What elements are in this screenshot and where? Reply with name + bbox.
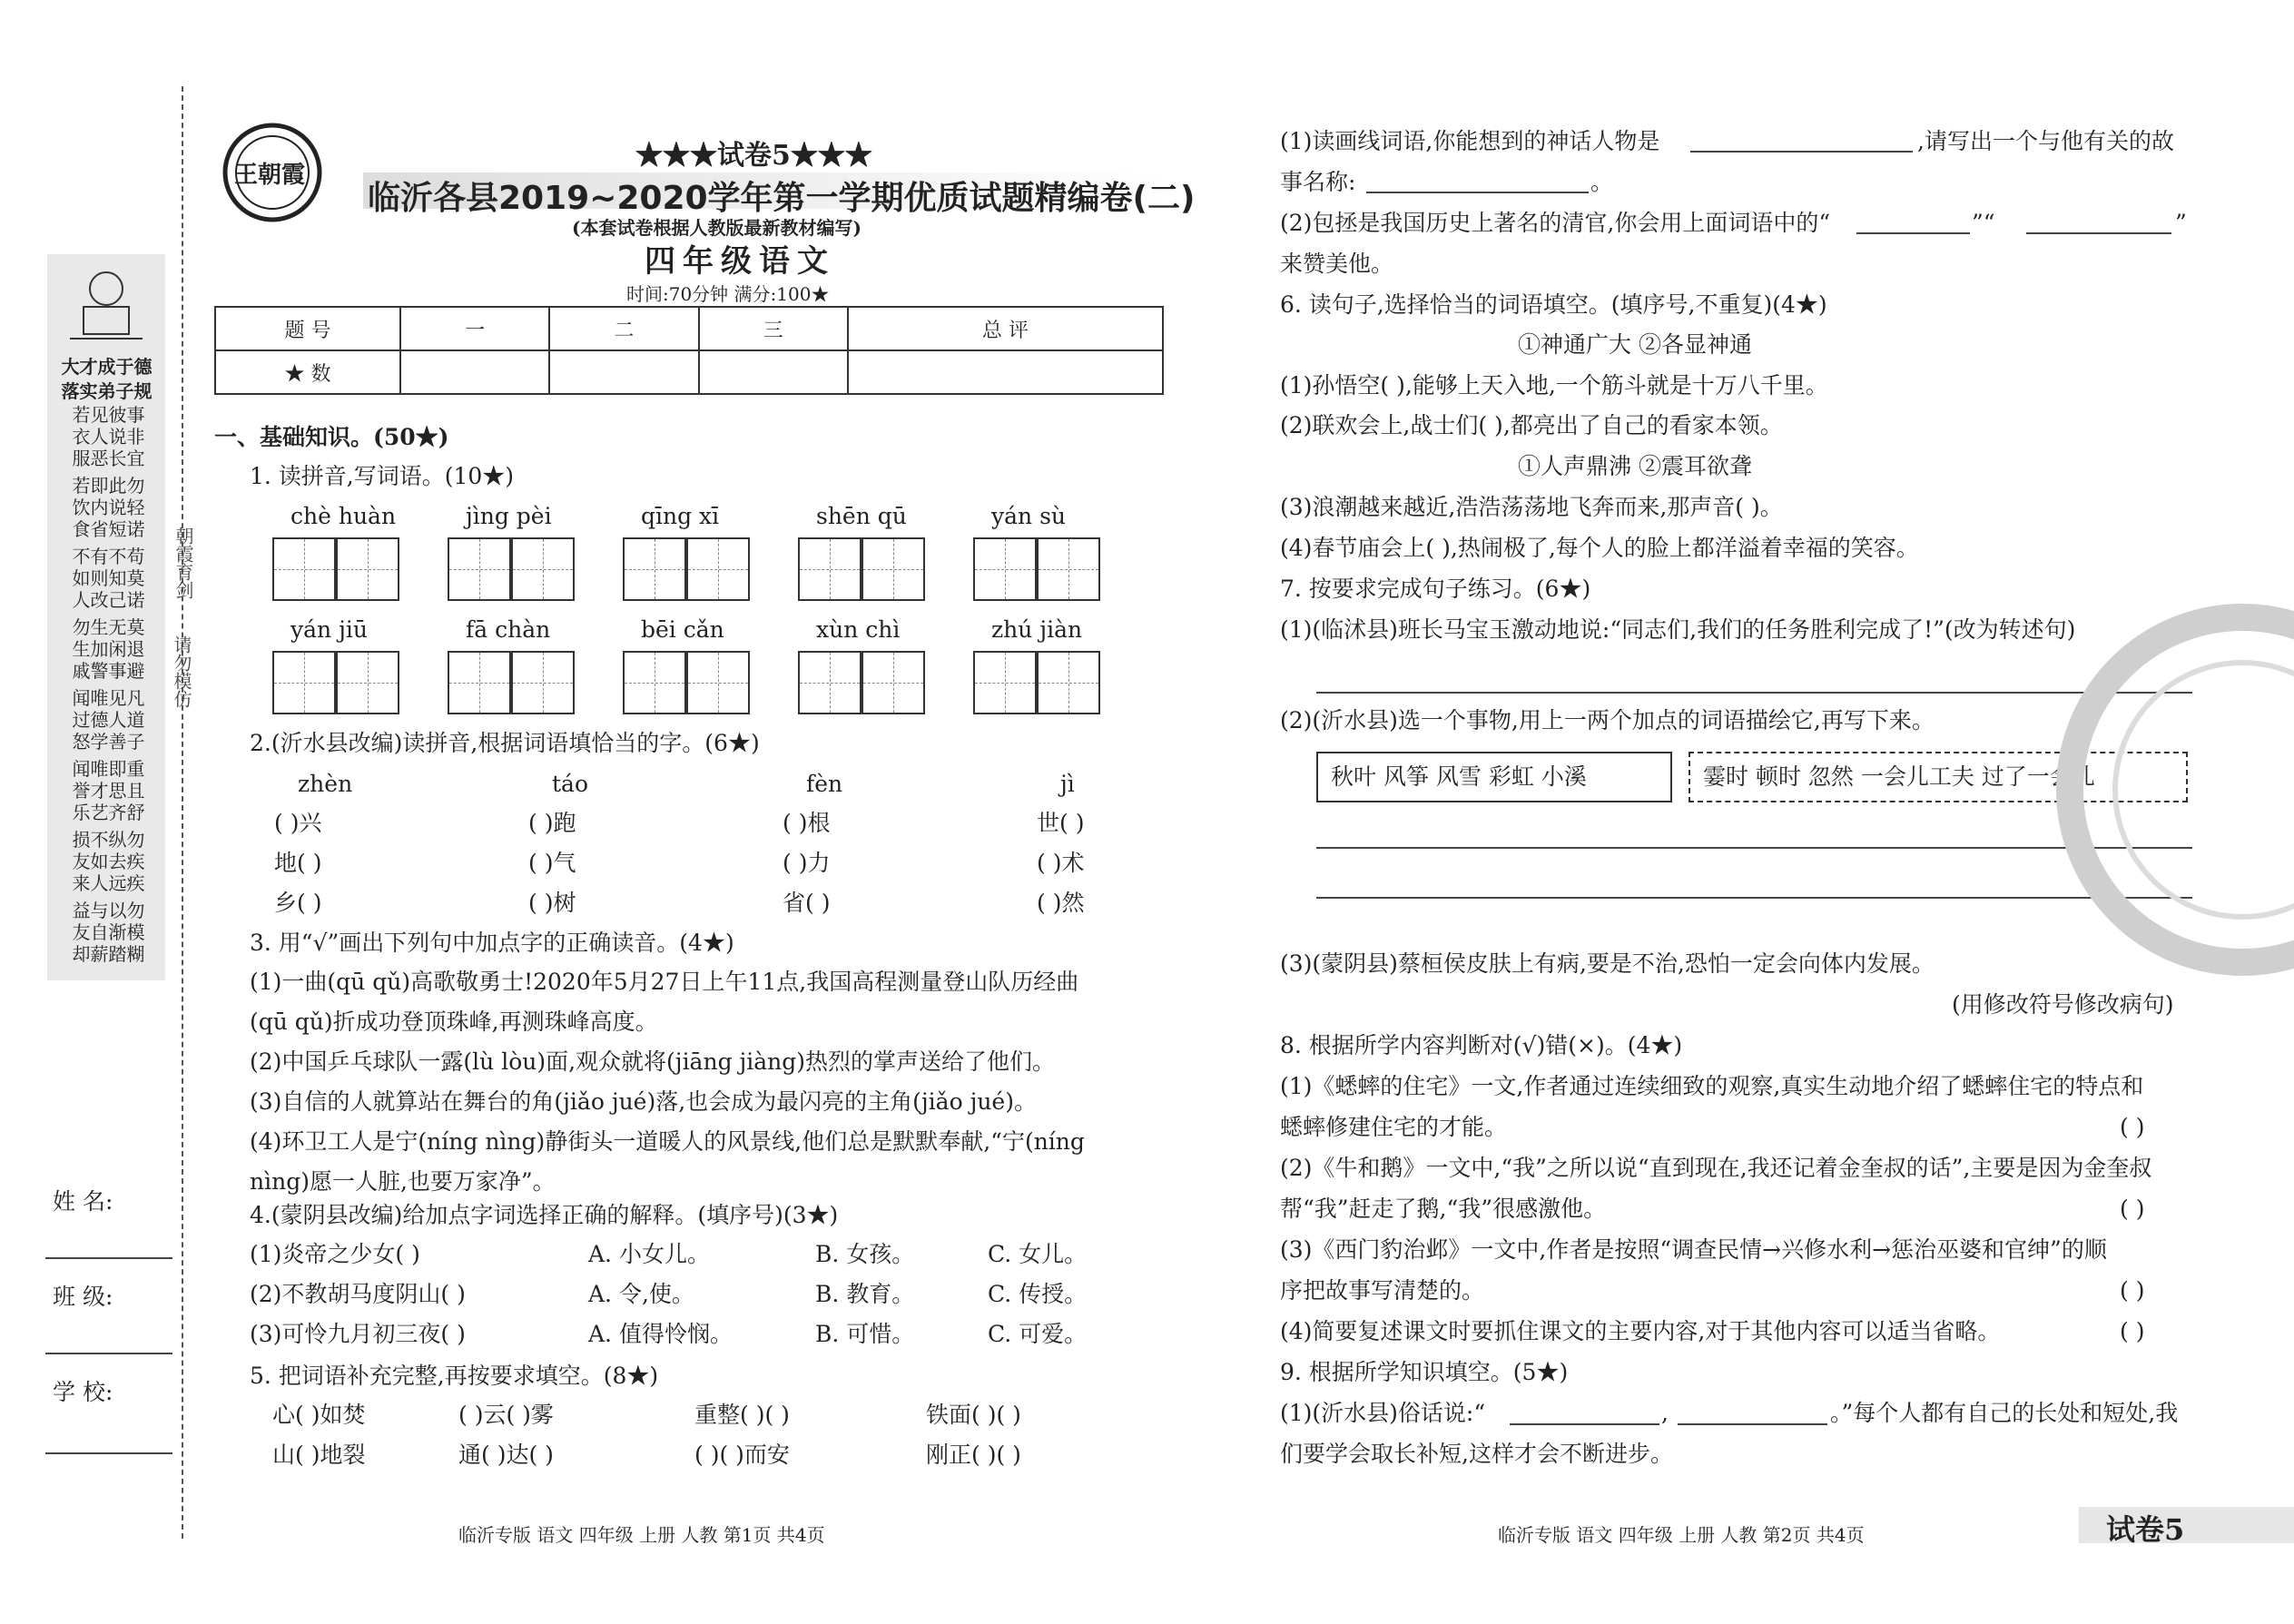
name-label: 姓 名: <box>53 1188 113 1215</box>
q5-title: 5. 把词语补充完整,再按要求填空。(8★) <box>250 1363 659 1389</box>
r-line-4: 来赞美他。 <box>1280 251 1394 277</box>
score-cell[interactable] <box>848 350 1163 394</box>
q2-blank[interactable]: 乡( ) <box>274 890 322 916</box>
q2-title: 2.(沂水县改编)读拼音,根据词语填恰当的字。(6★) <box>250 730 760 756</box>
idiom-blank[interactable]: 铁面( )( ) <box>926 1402 1021 1428</box>
q6-options-1: ①神通广大 ②各显神通 <box>1518 331 1752 358</box>
q2-blank[interactable]: ( )树 <box>528 890 576 916</box>
rule-line: 衣人说非 <box>72 426 145 448</box>
seal-text-2: 请勿模仿 <box>171 635 192 708</box>
footer-tag: 试卷5 <box>2106 1512 2185 1547</box>
subtitle: (本套试卷根据人教版最新教材编写) <box>572 217 861 239</box>
rule-line: 友如去疾 <box>72 851 145 872</box>
q9-line-1a: (1)(沂水县)俗话说:“ <box>1280 1400 1486 1426</box>
q3-line: nìng)愿一人脏,也要万家净”。 <box>250 1168 556 1195</box>
writing-box[interactable] <box>686 651 750 714</box>
q2-pinyin: fèn <box>806 771 843 797</box>
r-line-3b: ”“ <box>1972 210 1995 236</box>
rule-line: 生加闲退 <box>72 638 145 660</box>
q9-line-2: 们要学会取长补短,这样才会不断进步。 <box>1280 1441 1673 1467</box>
q8-title: 8. 根据所学内容判断对(√)错(×)。(4★) <box>1280 1032 1683 1058</box>
rule-line: 如则知莫 <box>72 567 145 589</box>
writing-box[interactable] <box>448 537 511 601</box>
judge-paren[interactable]: ( ) <box>2120 1318 2145 1344</box>
writing-box[interactable] <box>686 537 750 601</box>
q2-pinyin: zhèn <box>298 771 353 797</box>
q2-blank[interactable]: ( )力 <box>783 850 831 876</box>
pinyin-label: shēn qū <box>816 503 907 529</box>
name-field[interactable] <box>45 1257 172 1259</box>
q4-item: (2)不教胡马度阴山( ) <box>250 1281 466 1307</box>
writing-box[interactable] <box>861 537 925 601</box>
q8-line: 蟋蟀修建住宅的才能。 <box>1280 1114 1508 1140</box>
q4-option[interactable]: A. 令,使。 <box>588 1281 694 1307</box>
q9-line-1c: 。”每个人都有自己的长处和短处,我 <box>1830 1400 2179 1426</box>
r-line-3a: (2)包拯是我国历史上著名的清官,你会用上面词语中的“ <box>1280 210 1831 236</box>
writing-box[interactable] <box>798 651 861 714</box>
judge-paren[interactable]: ( ) <box>2120 1114 2145 1140</box>
q9-line-1b: , <box>1661 1400 1669 1426</box>
q6-options-2: ①人声鼎沸 ②震耳欲聋 <box>1518 453 1752 479</box>
q3-line: (2)中国乒乓球队一露(lù lòu)面,观众就将(jiāng jiàng)热烈的掌声送给了他们。 <box>250 1048 1056 1075</box>
time-score: 时间:70分钟 满分:100★ <box>626 283 830 305</box>
score-cell[interactable] <box>549 350 698 394</box>
writing-box[interactable] <box>861 651 925 714</box>
q6-title: 6. 读句子,选择恰当的词语填空。(填序号,不重复)(4★) <box>1280 291 1827 318</box>
writing-box[interactable] <box>511 537 575 601</box>
writing-box[interactable] <box>973 651 1037 714</box>
q2-blank[interactable]: ( )气 <box>528 850 576 876</box>
writing-box[interactable] <box>973 537 1037 601</box>
score-header: 二 <box>549 307 698 350</box>
q3-line: (qū qǔ)折成功登顶珠峰,再测珠峰高度。 <box>250 1009 658 1035</box>
q2-blank[interactable]: 地( ) <box>274 850 322 876</box>
proverb-blank-2[interactable] <box>1678 1423 1827 1425</box>
q4-option[interactable]: C. 传授。 <box>988 1281 1088 1307</box>
idiom-blank[interactable]: 重整( )( ) <box>694 1402 790 1428</box>
rule-line: 友自渐模 <box>72 921 145 943</box>
judge-paren[interactable]: ( ) <box>2120 1196 2145 1222</box>
q1-title: 1. 读拼音,写词语。(10★) <box>250 463 515 489</box>
pinyin-label: yán sù <box>991 503 1067 529</box>
rule-line: 食省短诺 <box>72 518 145 540</box>
score-table <box>214 306 1164 395</box>
score-cell[interactable] <box>699 350 848 394</box>
q8-line: 序把故事写清楚的。 <box>1280 1277 1485 1304</box>
rule-line: 益与以勿 <box>72 900 145 921</box>
rule-line: 损不纵勿 <box>72 829 145 851</box>
grade-subject: 四年级语文 <box>645 243 835 280</box>
q2-pinyin: táo <box>552 771 589 797</box>
idiom-blank[interactable]: 通( )达( ) <box>458 1442 554 1468</box>
binding-cut-line <box>182 86 183 1539</box>
idiom-blank[interactable]: 山( )地裂 <box>272 1442 366 1468</box>
q4-option[interactable]: C. 女儿。 <box>988 1241 1088 1267</box>
pinyin-label: fā chàn <box>466 616 551 643</box>
rule-line: 怒学善子 <box>72 731 145 753</box>
score-header: 题 号 <box>215 307 400 350</box>
r-line-1a: (1)读画线词语,你能想到的神话人物是 <box>1280 128 1660 154</box>
class-label: 班 级: <box>53 1284 113 1310</box>
pinyin-label: zhú jiàn <box>991 616 1083 643</box>
rule-line: 若即此勿 <box>72 475 145 497</box>
q2-pinyin: jì <box>1060 771 1075 797</box>
q6-line-1: (1)孙悟空( ),能够上天入地,一个筋斗就是十万八千里。 <box>1280 372 1828 399</box>
r-line-1b: ,请写出一个与他有关的故 <box>1917 128 2174 154</box>
q8-line: (4)简要复述课文时要抓住课文的主要内容,对于其他内容可以适当省略。 <box>1280 1318 2001 1344</box>
q4-item: (3)可怜九月初三夜( ) <box>250 1321 466 1347</box>
score-label: ★ 数 <box>215 350 400 394</box>
story-name-blank[interactable] <box>1366 192 1589 193</box>
q4-option[interactable]: A. 值得怜悯。 <box>588 1321 733 1347</box>
r-line-3c: ” <box>2175 210 2187 236</box>
q7-part-3-note: (用修改符号修改病句) <box>1952 991 2174 1018</box>
r-line-2b: 。 <box>1590 169 1614 195</box>
word-blank-1[interactable] <box>1856 232 1970 234</box>
rule-line: 人改己诺 <box>72 589 145 611</box>
pinyin-label: jìng pèi <box>466 503 552 529</box>
rule-line: 闻唯见凡 <box>72 687 145 709</box>
rule-line: 却薪踏糊 <box>72 943 145 965</box>
rules-text <box>56 404 161 970</box>
writing-box[interactable] <box>272 651 336 714</box>
rule-line: 服恶长宜 <box>72 448 145 469</box>
q7-word-box-text: 秋叶 风筝 风雪 彩虹 小溪 <box>1331 763 1587 790</box>
q4-title: 4.(蒙阴县改编)给加点字词选择正确的解释。(填序号)(3★) <box>250 1202 839 1228</box>
rule-line: 若见彼事 <box>72 404 145 426</box>
pinyin-label: yán jiū <box>290 616 368 643</box>
writing-box[interactable] <box>336 537 399 601</box>
school-field[interactable] <box>45 1452 172 1454</box>
score-header: 三 <box>699 307 848 350</box>
q8-line: 帮“我”赶走了鹅,“我”很感激他。 <box>1280 1196 1607 1222</box>
watermark-seal <box>2015 599 2294 980</box>
q6-line-2: (2)联欢会上,战士们( ),都亮出了自己的看家本领。 <box>1280 412 1783 438</box>
footer-right: 临沂专版 语文 四年级 上册 人教 第2页 共4页 <box>1498 1524 1865 1546</box>
writing-box[interactable] <box>272 537 336 601</box>
q4-option[interactable]: A. 小女儿。 <box>588 1241 710 1267</box>
writing-box[interactable] <box>623 651 686 714</box>
rule-line: 誉才思且 <box>72 780 145 802</box>
section1-heading: 一、基础知识。(50★) <box>214 424 449 450</box>
rule-line: 来人远疾 <box>72 872 145 894</box>
q2-blank[interactable]: ( )然 <box>1037 890 1085 916</box>
q4-option[interactable]: B. 教育。 <box>815 1281 915 1307</box>
rule-line: 勿生无莫 <box>72 616 145 638</box>
q3-line: (1)一曲(qū qǔ)高歌敬勇士!2020年5月27日上午11点,我国高程测量登山队历经曲 <box>250 969 1079 995</box>
q4-option[interactable]: B. 可惜。 <box>815 1321 915 1347</box>
idiom-blank[interactable]: 心( )如焚 <box>272 1402 366 1428</box>
footer-left: 临沂专版 语文 四年级 上册 人教 第1页 共4页 <box>458 1524 825 1546</box>
rule-line: 饮内说轻 <box>72 497 145 518</box>
writing-box[interactable] <box>1037 651 1100 714</box>
q4-option[interactable]: B. 女孩。 <box>815 1241 915 1267</box>
motto-line-2: 落实弟子规 <box>61 380 153 402</box>
rule-line: 戚警事避 <box>72 660 145 682</box>
q7-part-1: (1)(临沭县)班长马宝玉激动地说:“同志们,我们的任务胜利完成了!”(改为转述句) <box>1280 616 2076 643</box>
pinyin-label: qīng xī <box>641 503 720 529</box>
q2-blank[interactable]: 世( ) <box>1037 810 1085 836</box>
q6-line-3: (3)浪潮越来越近,浩浩荡荡地飞奔而来,那声音( )。 <box>1280 494 1783 520</box>
word-blank-2[interactable] <box>2026 232 2171 234</box>
q6-line-4: (4)春节庙会上( ),热闹极了,每个人的脸上都洋溢着幸福的笑容。 <box>1280 535 1919 561</box>
class-field[interactable] <box>45 1353 172 1354</box>
writing-box[interactable] <box>798 537 861 601</box>
q2-blank[interactable]: ( )根 <box>783 810 831 836</box>
q9-title: 9. 根据所学知识填空。(5★) <box>1280 1359 1569 1385</box>
motto-line-1: 大才成于德 <box>61 356 153 378</box>
pinyin-label: xùn chì <box>816 616 901 643</box>
binding-panel <box>47 254 165 980</box>
writing-box[interactable] <box>448 651 511 714</box>
writing-box[interactable] <box>336 651 399 714</box>
q2-blank[interactable]: 省( ) <box>783 890 831 916</box>
score-header: 一 <box>400 307 549 350</box>
idiom-blank[interactable]: ( )云( )雾 <box>458 1402 554 1428</box>
q8-line: (3)《西门豹治邺》一文中,作者是按照“调查民情→兴修水利→惩治巫婆和官绅”的顺 <box>1280 1236 2107 1263</box>
seal-text-1: 朝霞育剑 <box>172 527 194 599</box>
q8-line: (1)《蟋蟀的住宅》一文,作者通过连续细致的观察,真实生动地介绍了蟋蟀住宅的特点和 <box>1280 1073 2144 1099</box>
q4-option[interactable]: C. 可爱。 <box>988 1321 1088 1347</box>
q3-line: (3)自信的人就算站在舞台的角(jiǎo jué)落,也会成为最闪亮的主角(jiǎo jué)。 <box>250 1088 1037 1115</box>
q3-title: 3. 用“√”画出下列句中加点字的正确读音。(4★) <box>250 930 734 956</box>
myth-figure-blank[interactable] <box>1690 151 1913 153</box>
q7-part-3: (3)(蒙阴县)蔡桓侯皮肤上有病,要是不治,恐怕一定会向体内发展。 <box>1280 950 1935 977</box>
q2-blank[interactable]: ( )跑 <box>528 810 576 836</box>
pinyin-label: bēi cǎn <box>641 616 724 643</box>
paper-tag: ★★★试卷5★★★ <box>635 140 872 172</box>
q7-connector-box-text: 霎时 顿时 忽然 一会儿工夫 过了一会儿 <box>1703 763 2095 790</box>
score-cell[interactable] <box>400 350 549 394</box>
q7-title: 7. 按要求完成句子练习。(6★) <box>1280 576 1591 602</box>
r-line-2a: 事名称: <box>1280 169 1356 195</box>
proverb-blank-1[interactable] <box>1510 1423 1659 1425</box>
rule-line: 闻唯即重 <box>72 758 145 780</box>
idiom-blank[interactable]: ( )( )而安 <box>694 1442 790 1468</box>
rule-line: 不有不苟 <box>72 546 145 567</box>
q2-blank[interactable]: ( )兴 <box>274 810 322 836</box>
page-title: 临沂各县2019~2020学年第一学期优质试题精编卷(二) <box>368 180 1196 217</box>
idiom-blank[interactable]: 刚正( )( ) <box>926 1442 1021 1468</box>
rule-line: 过德人道 <box>72 709 145 731</box>
scholar-illustration <box>61 261 152 348</box>
q4-item: (1)炎帝之少女( ) <box>250 1241 420 1267</box>
q7-part-2: (2)(沂水县)选一个事物,用上一两个加点的词语描绘它,再写下来。 <box>1280 707 1935 733</box>
score-header: 总 评 <box>848 307 1163 350</box>
writing-box[interactable] <box>623 537 686 601</box>
logo-text: 王朝霞 <box>234 162 306 189</box>
writing-box[interactable] <box>511 651 575 714</box>
q2-blank[interactable]: ( )术 <box>1037 850 1085 876</box>
writing-box[interactable] <box>1037 537 1100 601</box>
pinyin-label: chè huàn <box>290 503 397 529</box>
judge-paren[interactable]: ( ) <box>2120 1277 2145 1304</box>
q8-line: (2)《牛和鹅》一文中,“我”之所以说“直到现在,我还记着金奎叔的话”,主要是因为金奎叔 <box>1280 1155 2152 1181</box>
rule-line: 乐艺齐舒 <box>72 802 145 823</box>
school-label: 学 校: <box>53 1379 113 1405</box>
q3-line: (4)环卫工人是宁(níng nìng)静街头一道暖人的风景线,他们总是默默奉献,“宁(níng <box>250 1128 1085 1155</box>
